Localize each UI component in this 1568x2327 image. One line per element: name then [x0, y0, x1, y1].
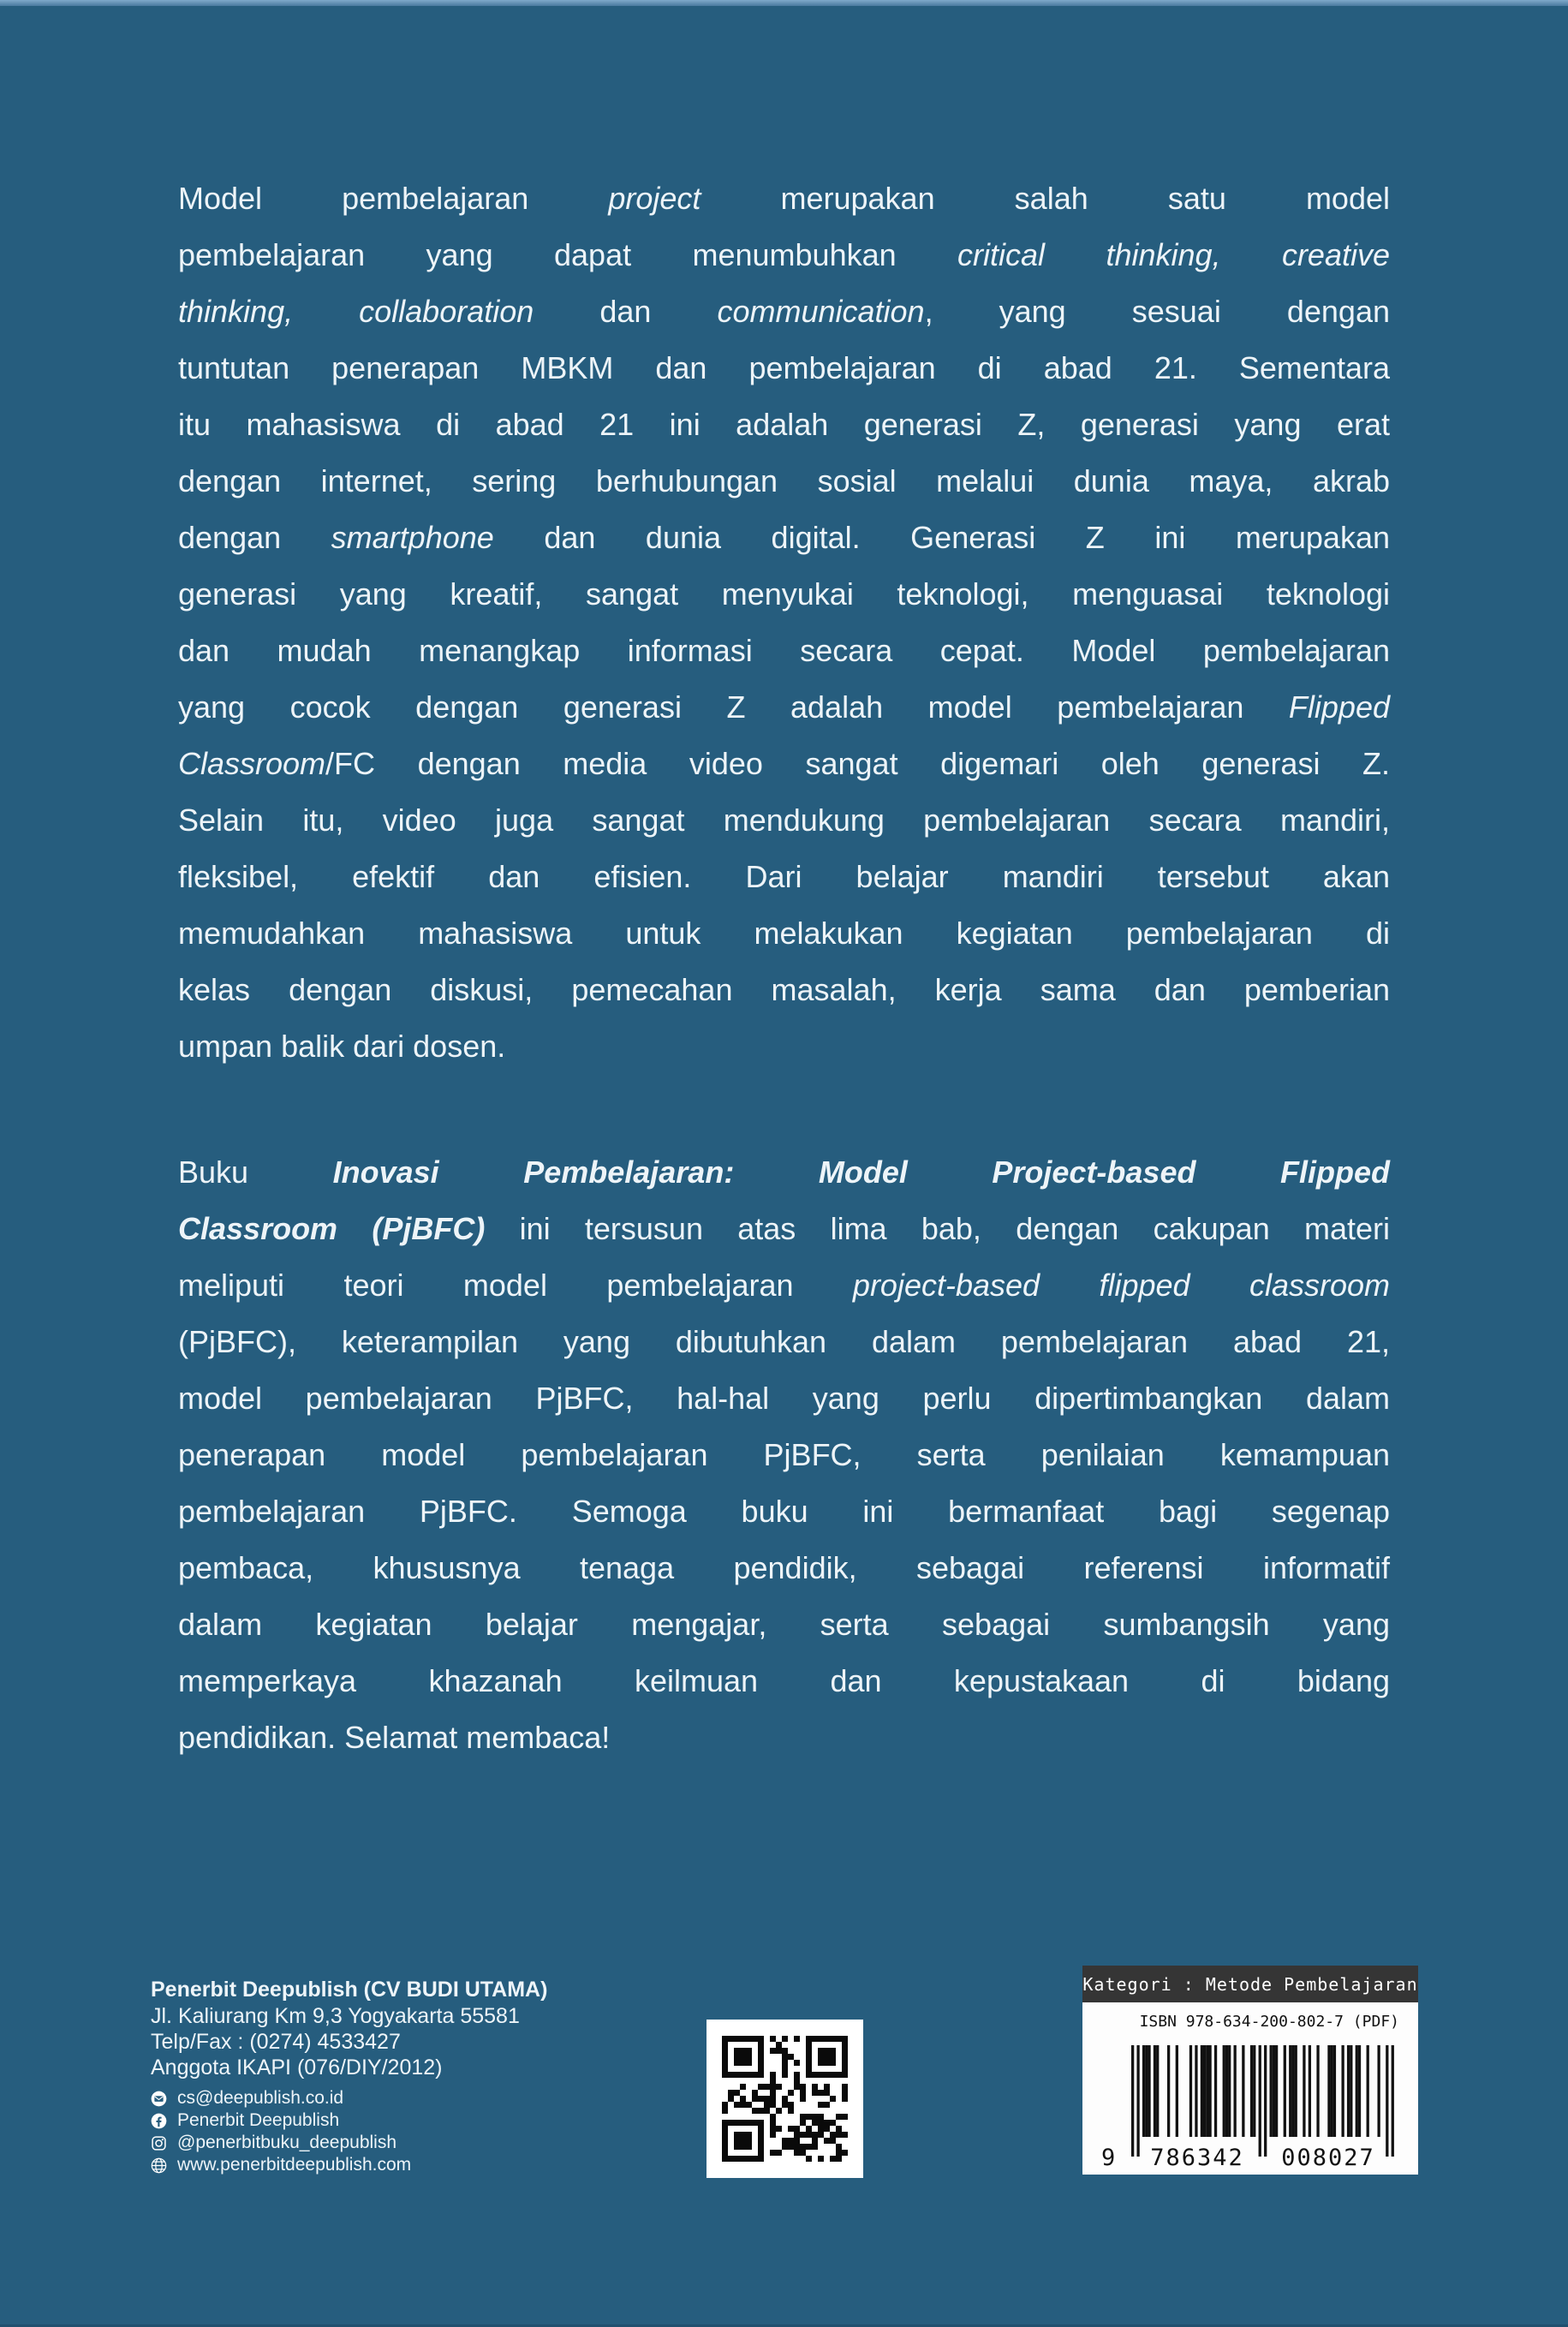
email-icon — [151, 2091, 167, 2107]
synopsis-line — [178, 1144, 1390, 1201]
facebook-icon — [151, 2113, 167, 2129]
instagram-icon — [151, 2135, 167, 2151]
synopsis-line — [178, 1596, 1390, 1653]
text-segment: Model pembelajaran — [178, 181, 609, 216]
barcode-digit-group1: 786342 — [1150, 2145, 1244, 2171]
text-segment: kelas dengan diskusi, pemecahan masalah, kerja sama dan pemberian — [178, 972, 1390, 1007]
synopsis — [178, 170, 1390, 1766]
text-segment: smartphone — [331, 520, 494, 555]
text-segment: itu mahasiswa di abad 21 ini adalah generasi Z, generasi yang erat — [178, 407, 1390, 442]
synopsis-line — [178, 849, 1390, 905]
publisher-contacts — [151, 2087, 547, 2176]
synopsis-line — [178, 227, 1390, 283]
synopsis-line — [178, 1709, 1390, 1766]
text-segment: generasi yang kreatif, sangat menyukai teknologi, menguasai teknologi — [178, 576, 1390, 612]
contact-item — [151, 2154, 547, 2176]
text-segment: umpan balik dari dosen. — [178, 1029, 506, 1064]
text-segment: , yang sesuai dengan — [924, 294, 1390, 329]
synopsis-line — [178, 340, 1390, 397]
publisher-info — [151, 1977, 547, 2176]
text-segment: Buku — [178, 1155, 333, 1190]
synopsis-line — [178, 623, 1390, 679]
contact-label: Penerbit Deepublish — [177, 2110, 340, 2130]
isbn-text: ISBN 978-634-200-802-7 (PDF) — [1139, 2013, 1399, 2031]
text-segment: ini tersusun atas lima bab, dengan cakupan materi — [485, 1211, 1391, 1246]
text-segment: Classroom — [178, 746, 326, 781]
contact-item — [151, 2132, 547, 2154]
text-segment: communication — [717, 294, 925, 329]
synopsis-line — [178, 397, 1390, 453]
text-segment: memperkaya khazanah keilmuan dan kepustakaan di bidang — [178, 1663, 1390, 1698]
synopsis-line — [178, 566, 1390, 623]
text-segment: Inovasi Pembelajaran: Model Project-based Flipped — [332, 1155, 1390, 1190]
synopsis-paragraph-2 — [178, 1144, 1390, 1766]
text-segment: /FC dengan media video sangat digemari oleh generasi Z. — [325, 746, 1390, 781]
synopsis-line — [178, 1370, 1390, 1427]
text-segment: pendidikan. Selamat membaca! — [178, 1720, 611, 1755]
synopsis-line — [178, 962, 1390, 1018]
text-segment: memudahkan mahasiswa untuk melakukan kegiatan pembelajaran di — [178, 916, 1390, 951]
text-segment: Classroom (PjBFC) — [178, 1211, 486, 1246]
contact-item — [151, 2087, 547, 2109]
text-segment: penerapan model pembelajaran PjBFC, serta penilaian kemampuan — [178, 1437, 1390, 1472]
synopsis-line — [178, 792, 1390, 849]
text-segment: meliputi teori model pembelajaran — [178, 1268, 853, 1303]
text-segment: merupakan salah satu model — [701, 181, 1390, 216]
barcode-digit-group2: 008027 — [1281, 2145, 1375, 2171]
synopsis-line — [178, 1018, 1390, 1075]
synopsis-line — [178, 1257, 1390, 1314]
synopsis-line — [178, 170, 1390, 227]
text-segment: pembelajaran PjBFC. Semoga buku ini bermanfaat bagi segenap — [178, 1494, 1390, 1529]
synopsis-line — [178, 1314, 1390, 1370]
synopsis-line — [178, 1201, 1390, 1257]
text-segment: model pembelajaran PjBFC, hal-hal yang perlu dipertimbangkan dalam — [178, 1381, 1390, 1416]
synopsis-line — [178, 453, 1390, 510]
publisher-membership: Anggota IKAPI (076/DIY/2012) — [151, 2056, 443, 2079]
text-segment: pembelajaran yang dapat menumbuhkan — [178, 237, 958, 272]
text-segment: dan mudah menangkap informasi secara cepat. Model pembelajaran — [178, 633, 1390, 668]
publisher-phone: Telp/Fax : (0274) 4533427 — [151, 2030, 401, 2054]
contact-item — [151, 2109, 547, 2132]
synopsis-line — [178, 510, 1390, 566]
text-segment: dengan internet, sering berhubungan sosial melalui dunia maya, akrab — [178, 463, 1390, 498]
text-segment: critical thinking, creative — [957, 237, 1390, 272]
contact-label: www.penerbitdeepublish.com — [177, 2155, 412, 2175]
text-segment: Flipped — [1288, 689, 1390, 725]
qr-code — [722, 2036, 848, 2162]
text-segment: dan — [534, 294, 718, 329]
text-segment: tuntutan penerapan MBKM dan pembelajaran di abad 21. Sementara — [178, 350, 1390, 385]
publisher-address: Jl. Kaliurang Km 9,3 Yogyakarta 55581 — [151, 2004, 520, 2028]
globe-icon — [151, 2157, 167, 2174]
text-segment: dan dunia digital. Generasi Z ini merupakan — [493, 520, 1390, 555]
text-segment: project — [608, 181, 701, 216]
barcode-digit-lead: 9 — [1101, 2145, 1118, 2171]
synopsis-line — [178, 1540, 1390, 1596]
synopsis-line — [178, 905, 1390, 962]
synopsis-line — [178, 1653, 1390, 1709]
contact-label: cs@deepublish.co.id — [177, 2088, 344, 2108]
synopsis-line — [178, 736, 1390, 792]
publisher-address-block — [151, 2003, 547, 2080]
synopsis-line — [178, 283, 1390, 340]
text-segment: pembaca, khususnya tenaga pendidik, sebagai referensi informatif — [178, 1550, 1390, 1585]
barcode-area — [1082, 2002, 1418, 2175]
synopsis-paragraph-1 — [178, 170, 1390, 1075]
text-segment: project-based flipped classroom — [852, 1268, 1390, 1303]
synopsis-line — [178, 679, 1390, 736]
synopsis-line — [178, 1483, 1390, 1540]
isbn-panel — [1082, 1966, 1418, 2175]
text-segment: (PjBFC), keterampilan yang dibutuhkan dalam pembelajaran abad 21, — [178, 1324, 1390, 1359]
text-segment: dengan — [178, 520, 331, 555]
text-segment: yang cocok dengan generasi Z adalah model pembelajaran — [178, 689, 1289, 725]
text-segment: thinking, collaboration — [178, 294, 534, 329]
text-segment: fleksibel, efektif dan efisien. Dari belajar mandiri tersebut akan — [178, 859, 1390, 894]
text-segment: Selain itu, video juga sangat mendukung pembelajaran secara mandiri, — [178, 803, 1390, 838]
synopsis-line — [178, 1427, 1390, 1483]
text-segment: dalam kegiatan belajar mengajar, serta sebagai sumbangsih yang — [178, 1607, 1390, 1642]
category-badge: Kategori : Metode Pembelajaran — [1082, 1966, 1418, 2002]
publisher-name: Penerbit Deepublish (CV BUDI UTAMA) — [151, 1978, 548, 2002]
top-edge-strip — [0, 0, 1568, 6]
contact-label: @penerbitbuku_deepublish — [177, 2133, 397, 2152]
qr-code-box — [706, 2020, 863, 2178]
